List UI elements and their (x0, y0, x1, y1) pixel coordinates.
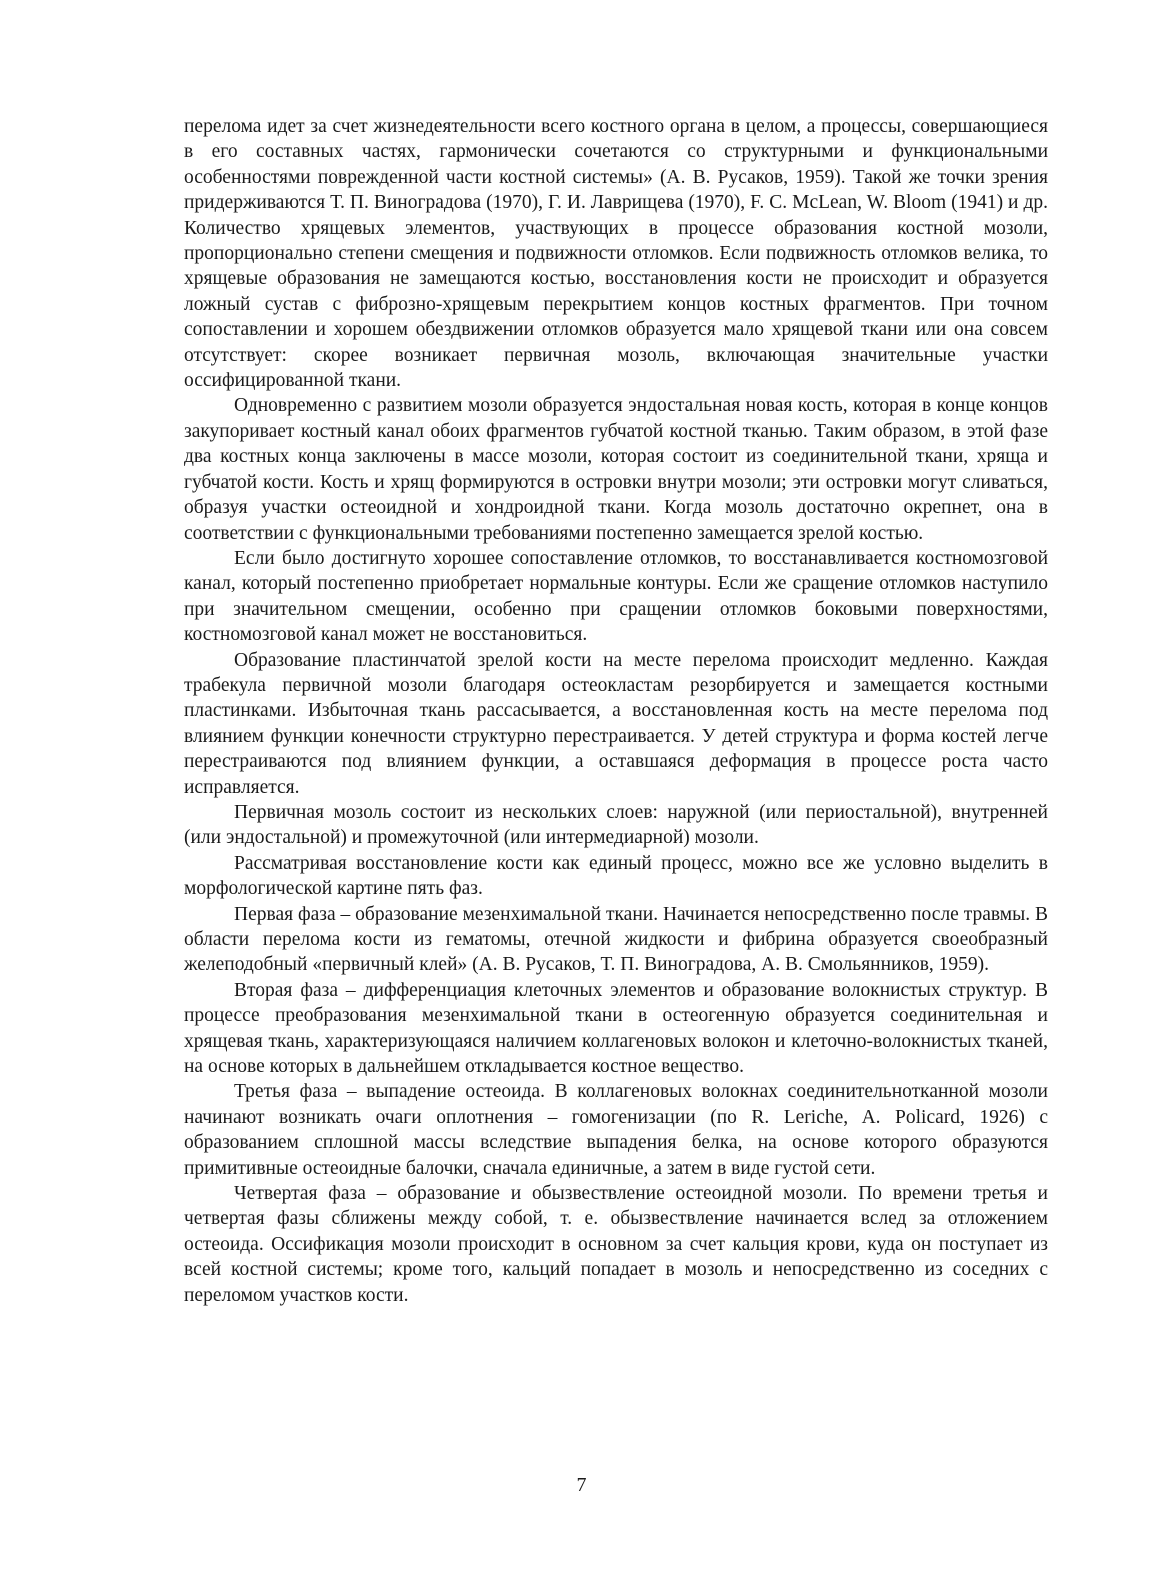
body-text (184, 114, 1048, 1308)
paragraph-2: Одновременно с развитием мозоли образуется эндостальная новая кость, которая в конце концов закупоривает костный канал обоих фрагментов губчатой костной тканью. Таким образом, в этой фазе два костных конца заключены в массе мозоли, которая состоит из соединительной ткани, хряща и губчатой кости. Кость и хрящ формируются в островки внутри мозоли; эти островки могут сливаться, образуя участки остеоидной и хондроидной ткани. Когда мозоль достаточно окрепнет, она в соответствии с функциональными требованиями постепенно замещается зрелой костью. (184, 395, 1048, 544)
page-number: 7 (576, 1474, 587, 1496)
paragraph-4: Образование пластинчатой зрелой кости на месте перелома происходит медленно. Каждая трабекула первичной мозоли благодаря остеокластам резорбируется и замещается костными пластинками. Избыточная ткань рассасывается, а восстановленная кость на месте перелома под влиянием функции конечности структурно перестраивается. У детей структура и форма костей легче перестраиваются под влиянием функции, а оставшаяся деформация в процессе роста часто исправляется. (184, 649, 1048, 798)
paragraph-9: Третья фаза – выпадение остеоида. В коллагеновых волокнах соединительнотканной мозоли начинают возникать очаги оплотнения – гомогенизации (по R. Leriche, A. Policard, 1926) с образованием сплошной массы вследствие выпадения белка, на основе которого образуются примитивные остеоидные балочки, сначала единичные, а затем в виде густой сети. (184, 1081, 1048, 1179)
paragraph-7: Первая фаза – образование мезенхимальной ткани. Начинается непосредственно после травмы. В области перелома кости из гематомы, отечной жидкости и фибрина образуется своеобразный желеподобный «первичный клей» (А. В. Русаков, Т. П. Виноградова, А. В. Смольянников, 1959). (184, 903, 1048, 976)
paragraph-3: Если было достигнуто хорошее сопоставление отломков, то восстанавливается костномозговой канал, который постепенно приобретает нормальные контуры. Если же сращение отломков наступило при значительном смещении, особенно при сращении отломков боковыми поверхностями, костномозговой канал может не восстановиться. (184, 547, 1048, 646)
paragraph-10: Четвертая фаза – образование и обызвествление остеоидной мозоли. По времени третья и четвертая фазы сближены между собой, т. е. обызвествление начинается вслед за отложением остеоида. Оссификация мозоли происходит в основном за счет кальция крови, куда он поступает из всей костной системы; кроме того, кальций попадает в мозоль и непосредственно из соседних с переломом участков кости. (184, 1183, 1048, 1306)
paragraph-1: перелома идет за счет жизнедеятельности всего костного органа в целом, а процессы, совершающиеся в его составных частях, гармонически сочетаются со структурными и функциональными особенностями поврежденной части костной системы» (А. В. Русаков, 1959). Такой же точки зрения придерживаются Т. П. Виноградова (1970), Г. И. Лаврищева (1970), F. C. McLean, W. Bloom (1941) и др. Количество хрящевых элементов, участвующих в процессе образования костной мозоли, пропорционально степени смещения и подвижности отломков. Если подвижность отломков велика, то хрящевые образования не замещаются костью, восстановления кости не происходит и образуется ложный сустав с фиброзно-хрящевым перекрытием концов костных фрагментов. При точном сопоставлении и хорошем обездвижении отломков образуется мало хрящевой ткани или она совсем отсутствует: скорее возникает первичная мозоль, включающая значительные участки оссифицированной ткани. (184, 116, 1048, 392)
paragraph-6: Рассматривая восстановление кости как единый процесс, можно все же условно выделить в морфологической картине пять фаз. (184, 852, 1048, 900)
paragraph-8: Вторая фаза – дифференциация клеточных элементов и образование волокнистых структур. В процессе преобразования мезенхимальной ткани в остеогенную образуется соединительная и хрящевая ткань, характеризующаяся наличием коллагеновых волокон и клеточно-волокнистых тканей, на основе которых в дальнейшем откладывается костное вещество. (184, 979, 1048, 1078)
paragraph-5: Первичная мозоль состоит из нескольких слоев: наружной (или периостальной), внутренней (или эндостальной) и промежуточной (или интермедиарной) мозоли. (184, 801, 1048, 849)
